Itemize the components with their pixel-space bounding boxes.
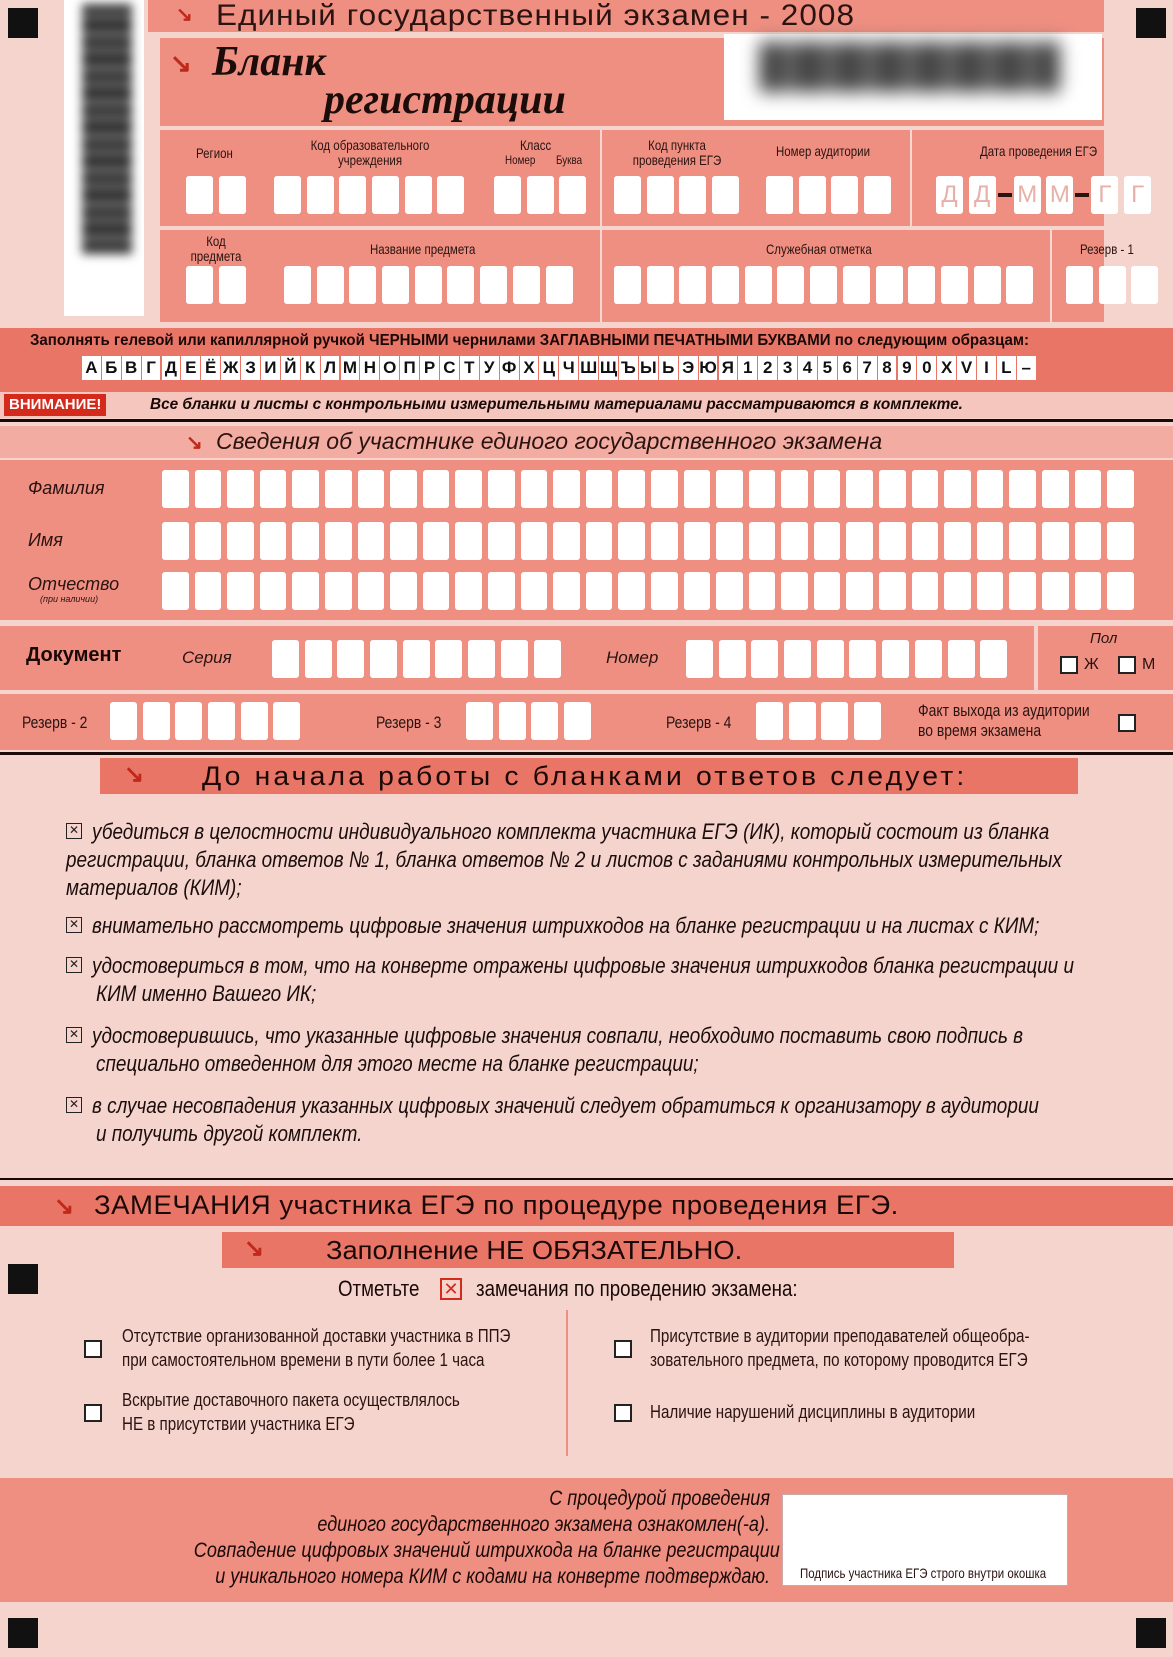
sample-letter: 2 <box>758 356 777 380</box>
subject-name-label: Название предмета <box>370 241 476 257</box>
sample-letter: Н <box>360 356 379 380</box>
bullet-line: материалов (КИМ); <box>66 875 242 900</box>
region-label: Регион <box>196 145 233 161</box>
signature-line: Совпадение цифровых значений штрихкода на бланке регистрации <box>193 1539 780 1562</box>
sample-letter: Э <box>679 356 698 380</box>
sample-cross-icon: ✕ <box>440 1278 462 1300</box>
remark-checkbox-2[interactable] <box>84 1404 102 1422</box>
reserve3-label: Резерв - 3 <box>376 713 442 732</box>
sex-female-label: Ж <box>1084 656 1099 673</box>
subject-name-cells[interactable] <box>284 266 578 304</box>
subject-code-cells[interactable] <box>186 266 251 304</box>
signature-line: и уникального номера КИМ с кодами на конверте подтверждаю. <box>215 1565 770 1588</box>
patronymic-note: (при наличии) <box>40 594 99 604</box>
remark-checkbox-4[interactable] <box>614 1404 632 1422</box>
sample-letter: Р <box>420 356 439 380</box>
sample-letter: Ь <box>659 356 678 380</box>
remark-checkbox-3[interactable] <box>614 1340 632 1358</box>
sample-letter: – <box>1017 356 1036 380</box>
bullet-line: удостоверившись, что указанные цифровые значения совпали, необходимо поставить свою подпись в <box>92 1023 1024 1048</box>
sample-letter: Ё <box>201 356 220 380</box>
arrow-icon: ↘ <box>176 4 193 26</box>
sample-letter: 6 <box>838 356 857 380</box>
sample-letter: Щ <box>599 356 618 380</box>
reserve4-label: Резерв - 4 <box>666 713 732 732</box>
checked-box-icon: ✕ <box>66 1097 82 1113</box>
class-cells[interactable] <box>494 176 592 214</box>
sample-letters <box>82 356 1037 380</box>
service-mark-label: Служебная отметка <box>766 241 872 257</box>
sample-letter: 8 <box>878 356 897 380</box>
remarks-title: ЗАМЕЧАНИЯ участника ЕГЭ по процедуре проведения ЕГЭ. <box>94 1190 899 1220</box>
sample-letter: Ю <box>699 356 718 380</box>
remark-option-2b: НЕ в присутствии участника ЕГЭ <box>122 1413 355 1434</box>
name-label: Имя <box>28 530 63 550</box>
reserve2-cells <box>110 702 306 740</box>
sample-letter: З <box>241 356 260 380</box>
remark-option-1b: при самостоятельном времени в пути более 1 часа <box>122 1349 485 1370</box>
sample-letter: Й <box>281 356 300 380</box>
sample-letter: С <box>440 356 459 380</box>
sample-letter: Ы <box>639 356 658 380</box>
participant-section-title: Сведения об участнике единого государственного экзамена <box>216 428 883 454</box>
sample-letter: В <box>122 356 141 380</box>
name-cells[interactable] <box>162 522 1140 560</box>
exit-fact-line2: во время экзамена <box>918 721 1042 740</box>
remark-option-3b: зовательного предмета, по которому проводится ЕГЭ <box>650 1349 1028 1370</box>
number-cells[interactable] <box>686 640 1013 678</box>
exam-date-label: Дата проведения ЕГЭ <box>980 143 1098 159</box>
form-title-line1: Бланк <box>212 39 326 85</box>
surname-cells[interactable] <box>162 470 1140 508</box>
patronymic-cells[interactable] <box>162 572 1140 610</box>
sample-letter: 9 <box>898 356 917 380</box>
sample-letter: Ш <box>579 356 598 380</box>
point-code-cells[interactable] <box>614 176 745 214</box>
fill-rule-text: Заполнять гелевой или капиллярной ручкой ЧЕРНЫМИ чернилами ЗАГЛАВНЫМИ ПЕЧАТНЫМИ БУКВАМИ по следующим образцам: <box>30 332 1030 349</box>
school-code-cells[interactable] <box>274 176 470 214</box>
sample-letter: X <box>937 356 956 380</box>
sample-letter: Е <box>181 356 200 380</box>
sample-letter: О <box>380 356 399 380</box>
sample-letter: 4 <box>798 356 817 380</box>
checked-box-icon: ✕ <box>66 823 82 839</box>
mark-suffix: замечания по проведению экзамена: <box>476 1276 798 1301</box>
reserve2-label: Резерв - 2 <box>22 713 88 732</box>
attention-text: Все бланки и листы с контрольными измерительными материалами рассматриваются в комплекте. <box>150 396 963 413</box>
corner-marker-tr <box>1136 8 1166 38</box>
before-work-title: До начала работы с бланками ответов следует: <box>202 761 968 791</box>
arrow-icon: ↘ <box>54 1193 75 1220</box>
sample-letter: И <box>261 356 280 380</box>
class-letter-label: Буква <box>556 153 583 167</box>
arrow-icon: ↘ <box>186 432 203 454</box>
sample-letter: Л <box>321 356 340 380</box>
sample-letter: Ц <box>539 356 558 380</box>
surname-label: Фамилия <box>28 478 105 498</box>
number-label: Номер <box>606 648 659 667</box>
corner-marker-bl <box>8 1618 38 1648</box>
point-code-label: Код пункта проведения ЕГЭ <box>632 137 722 168</box>
remark-option-1a: Отсутствие организованной доставки участника в ППЭ <box>122 1325 511 1346</box>
signature-line: С процедурой проведения <box>549 1487 770 1510</box>
document-label: Документ <box>26 644 122 666</box>
mark-prefix: Отметьте <box>338 1276 420 1301</box>
bullet-line: и получить другой комплект. <box>96 1121 363 1146</box>
class-label: Класс <box>520 137 552 153</box>
sample-letter: Ч <box>559 356 578 380</box>
series-label: Серия <box>182 648 232 667</box>
checked-box-icon: ✕ <box>66 957 82 973</box>
exit-fact-checkbox[interactable] <box>1118 714 1136 732</box>
signature-caption: Подпись участника ЕГЭ строго внутри окошка <box>800 1565 1047 1581</box>
attention-badge: ВНИМАНИЕ! <box>4 394 106 416</box>
remark-option-4: Наличие нарушений дисциплины в аудитории <box>650 1401 976 1422</box>
exam-date-cells[interactable]: Д Д М М Г Г <box>936 176 1157 214</box>
exit-fact-line1: Факт выхода из аудитории <box>918 701 1090 720</box>
sample-letter: 3 <box>778 356 797 380</box>
region-cells[interactable] <box>186 176 251 214</box>
sample-letter: Ф <box>500 356 519 380</box>
corner-marker-br <box>1136 1618 1166 1648</box>
form-title-line2: регистрации <box>324 77 566 123</box>
checked-box-icon: ✕ <box>66 917 82 933</box>
sex-female-checkbox[interactable] <box>1060 656 1078 674</box>
checked-box-icon: ✕ <box>66 1027 82 1043</box>
exam-title: Единый государственный экзамен - 2008 <box>216 0 856 32</box>
sample-letter: 5 <box>818 356 837 380</box>
sample-letter: 0 <box>917 356 936 380</box>
sample-letter: К <box>301 356 320 380</box>
barcode-blurred <box>82 4 132 254</box>
sample-letter: Ж <box>221 356 240 380</box>
sex-male-checkbox[interactable] <box>1118 656 1136 674</box>
reserve3-cells <box>466 702 597 740</box>
sample-letter: 1 <box>738 356 757 380</box>
sample-letter: У <box>480 356 499 380</box>
arrow-icon: ↘ <box>170 48 192 78</box>
signature-text <box>100 1486 780 1590</box>
sample-letter: Б <box>102 356 121 380</box>
sample-letter: П <box>400 356 419 380</box>
sex-male-label: М <box>1142 656 1156 673</box>
sample-letter: Х <box>520 356 539 380</box>
sample-letter: Т <box>460 356 479 380</box>
sample-letter: V <box>957 356 976 380</box>
side-marker-left <box>8 1264 38 1294</box>
sample-letter: L <box>997 356 1016 380</box>
bullet-line: в случае несовпадения указанных цифровых значений следует обратиться к организатору в аудитории <box>92 1093 1039 1118</box>
remark-checkbox-1[interactable] <box>84 1340 102 1358</box>
sample-letter: 7 <box>858 356 877 380</box>
barcode-blurred-top <box>760 42 1060 92</box>
signature-line: единого государственного экзамена ознакомлен(-а). <box>317 1513 770 1536</box>
patronymic-label: Отчество <box>28 574 120 594</box>
bullet-line: убедиться в целостности индивидуального комплекта участника ЕГЭ (ИК), который состоит из бланка <box>92 819 1050 844</box>
subject-code-label: Код предмета <box>190 233 242 264</box>
sample-letter: А <box>82 356 101 380</box>
room-number-label: Номер аудитории <box>776 143 870 159</box>
remark-option-2a: Вскрытие доставочного пакета осуществлялось <box>122 1389 460 1410</box>
class-number-label: Номер <box>505 153 536 167</box>
reserve4-cells <box>756 702 887 740</box>
room-number-cells[interactable] <box>766 176 897 214</box>
school-code-label: Код образовательного учреждения <box>310 137 430 168</box>
reserve1-label: Резерв - 1 <box>1080 241 1134 257</box>
sample-letter: Д <box>162 356 181 380</box>
arrow-icon: ↘ <box>244 1235 265 1262</box>
arrow-icon: ↘ <box>124 761 145 788</box>
bullet-line: КИМ именно Вашего ИК; <box>96 981 317 1006</box>
bullet-line: специально отведенном для этого месте на бланке регистрации; <box>96 1051 699 1076</box>
corner-marker-tl <box>8 8 38 38</box>
sample-letter: М <box>341 356 360 380</box>
remark-option-3a: Присутствие в аудитории преподавателей общеобра- <box>650 1325 1030 1346</box>
reserve1-cells <box>1066 266 1164 304</box>
sample-letter: Г <box>142 356 161 380</box>
optional-text: Заполнение НЕ ОБЯЗАТЕЛЬНО. <box>326 1235 743 1265</box>
series-cells[interactable] <box>272 640 566 678</box>
sample-letter: I <box>977 356 996 380</box>
sample-letter: Ъ <box>619 356 638 380</box>
bullet-line: удостовериться в том, что на конверте отражены цифровые значения штрихкодов бланка регистрации и <box>92 953 1074 978</box>
sample-letter: Я <box>719 356 738 380</box>
service-mark-cells <box>614 266 1039 304</box>
sex-label: Пол <box>1090 630 1118 647</box>
bullet-line: регистрации, бланка ответов № 1, бланка ответов № 2 и листов с заданиями контрольных измерительных <box>66 847 1062 872</box>
bullet-line: внимательно рассмотреть цифровые значения штрихкодов на бланке регистрации и на листах с КИМ; <box>92 913 1040 938</box>
